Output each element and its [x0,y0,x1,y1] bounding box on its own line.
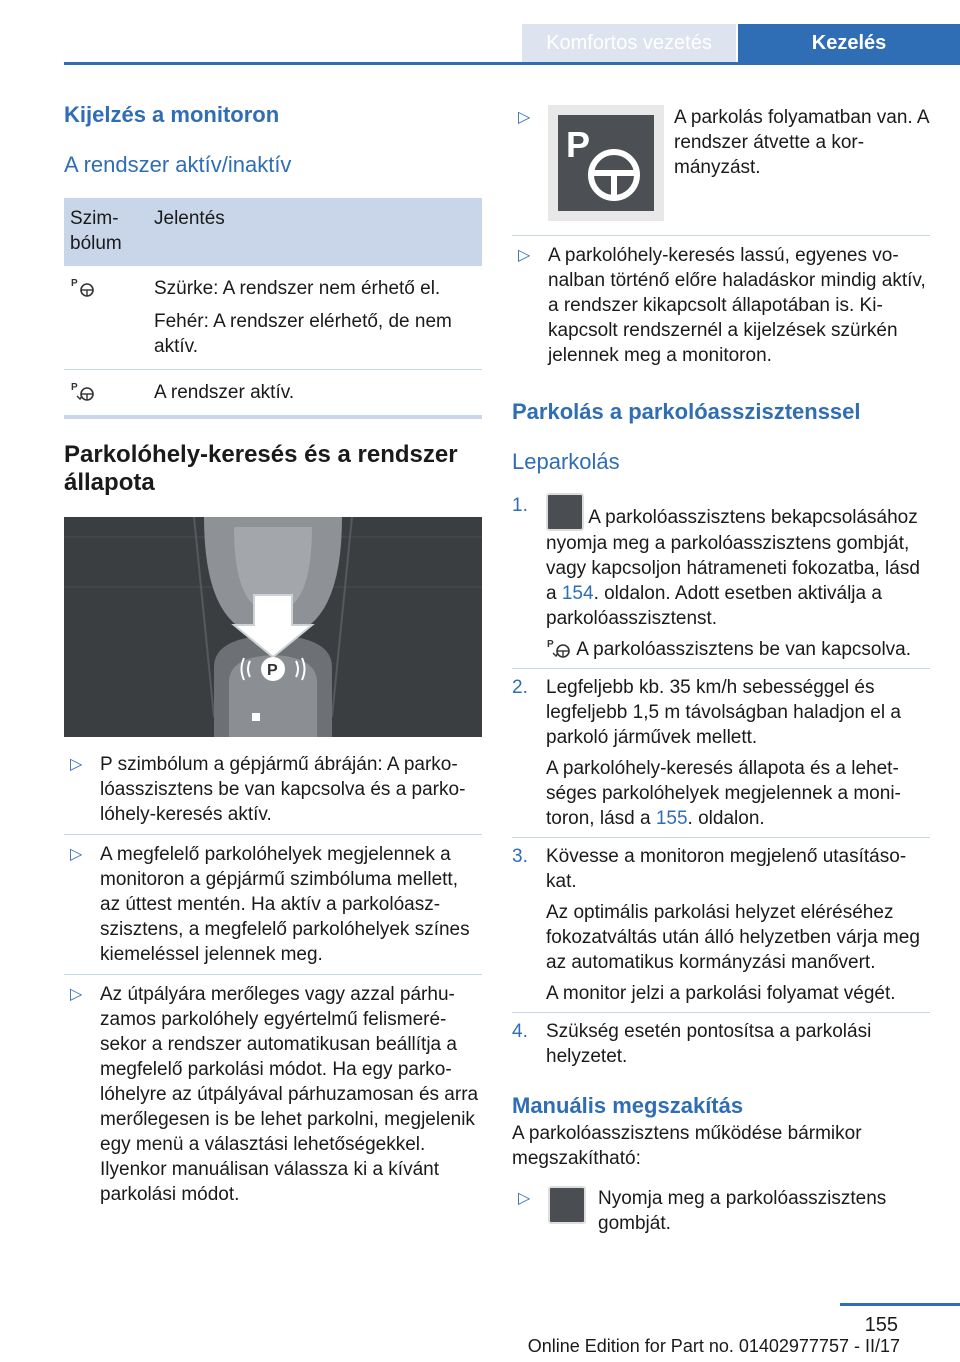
svg-text:P: P [71,278,78,289]
list-item: 2. Legfeljebb kb. 35 km/h sebességgel és legfeljebb 1,5 m távolságban haladjon el a parkoló járművek mellett. A parkolóhely-keresés állapota és a lehetséges parkolóhelyek megjelennek a monitoron, lásd a 155. oldalon. [512,669,930,838]
table-cell: Fehér: A rendszer elérhető, de nem aktív. [154,311,452,357]
list-item: ▷ P szimbólum a gépjármű ábráján: A parkolóasszisztens be van kapcsolva és a parkolóhely-keresés aktív. [64,745,482,835]
park-assist-button-icon [546,493,584,531]
triangle-bullet-icon: ▷ [70,845,83,863]
cancel-text: A parkolóasszisztens működése bármikor megszakítható: [512,1123,862,1169]
park-assist-active-symbol-icon [70,380,96,402]
svg-text:P: P [547,639,554,650]
list-item: 1. A parkolóasszisztens bekapcsolásához nyomja meg a parkolóasszisztens gombját, vagy kapcsoljon hátrameneti fokozatba, lásd a 154. oldalon. Adott esetben aktiválja a parkolóasszisztenst. P A parkolóasszisztens be van kapcsolva. [512,487,930,669]
triangle-bullet-icon: ▷ [518,109,531,126]
svg-text:P: P [566,124,591,165]
step-number: 1. [512,495,528,516]
heading-manual-cancel: Manuális megszakítás [512,1093,744,1118]
heading-parking-search: Parkolóhely-keresés és a rendszer állapota [64,441,458,496]
triangle-bullet-icon: ▷ [70,755,83,773]
parking-steps [512,487,930,1075]
table-header [64,198,482,266]
cancel-bullet-list [512,1179,930,1243]
parking-steering-icon [548,105,664,221]
header-rule [64,62,960,65]
monitor-diagram [64,517,482,737]
svg-text:P: P [71,382,78,393]
table-row [64,266,482,370]
list-item: ▷ A megfelelő parkolóhelyek megjelennek a monitoron a gépjármű szimbóluma mellett, az úttest mentén. Ha aktív a parkolóaszszisztens, a megfelelő parkolóhelyek színes kiemeléssel jelennek meg. [64,835,482,975]
right-column [512,100,930,1243]
step-number: 3. [512,846,528,867]
step-number: 2. [512,677,528,698]
list-item: 3. Kövesse a monitoron megjelenő utasításokat. Az optimális parkolási helyzet eléréséhez fokozatváltás után álló helyzetben várja meg az automatikus kormányzási manővert. A monitor jelzi a parkolási folyamat végét. [512,838,930,1013]
page-link-155[interactable]: 155 [655,808,688,829]
page-link-154[interactable]: 154 [561,583,594,604]
table-cell: A rendszer aktív. [154,382,295,403]
svg-text:P: P [267,661,278,679]
edition-note: Online Edition for Part no. 01402977757 - II/17 [527,1336,900,1356]
footer-rule [840,1303,960,1306]
page-number: 155 [864,1314,898,1336]
triangle-bullet-icon: ▷ [518,1190,531,1207]
parking-display-illustration [64,517,482,737]
section-tab: Komfortos vezetés [522,24,736,62]
table-row [64,370,482,415]
left-column [64,100,482,1214]
col-symbol-header: Szim- bólum [70,208,122,254]
symbol-table [64,198,482,419]
status-bullet-list [64,745,482,1214]
triangle-bullet-icon: ▷ [518,247,531,264]
top-bullet-list [512,98,930,375]
col-meaning-header: Jelentés [154,208,225,229]
list-item: ▷ Az útpályára merőleges vagy azzal párhuzamos parkolóhely egyértelmű felismerésekor a rendszer automatikusan beállítja a megfelelő parkolási módot. Ha egy parkolóhelyre az útpályával párhuzamosan és arra merőlegesen is be lehet parkolni, megjelenik egy menü a választási lehetőségekkel. Ilyenkor manuálisan válassza ki a kívánt parkolási módot. [70,983,479,1205]
park-assist-active-symbol-icon [546,637,572,659]
subheading-parking: Leparkolás [512,449,620,474]
list-item: ▷ P A parkolás folyamatban van. A rendszer átvette a kormányzást. [512,98,930,236]
page-header [0,24,960,62]
table-cell: Szürke: A rendszer nem érhető el. [154,278,441,299]
park-assist-button-icon [548,1186,586,1224]
list-item: ▷ A parkolóhely-keresés lassú, egyenes vonalban történő előre haladáskor mindig aktív, a rendszer kikapcsolt állapotában is. Kikapcsolt rendszernél a kijelzések szürkén jelennek meg a monitoron. [518,245,926,366]
triangle-bullet-icon: ▷ [70,985,83,1003]
list-item: ▷ Nyomja meg a parkolóasszisztens gombját. [518,1188,887,1234]
subheading-active-inactive: A rendszer aktív/inaktív [64,152,292,177]
heading-display: Kijelzés a monitoron [64,102,280,127]
step-number: 4. [512,1021,528,1042]
park-assist-symbol-icon [70,276,96,298]
chapter-tab: Kezelés [738,24,960,62]
list-item: 4. Szükség esetén pontosítsa a parkolási helyzetet. [512,1021,872,1067]
heading-park-assist: Parkolás a parkolóasszisztenssel [512,399,861,424]
